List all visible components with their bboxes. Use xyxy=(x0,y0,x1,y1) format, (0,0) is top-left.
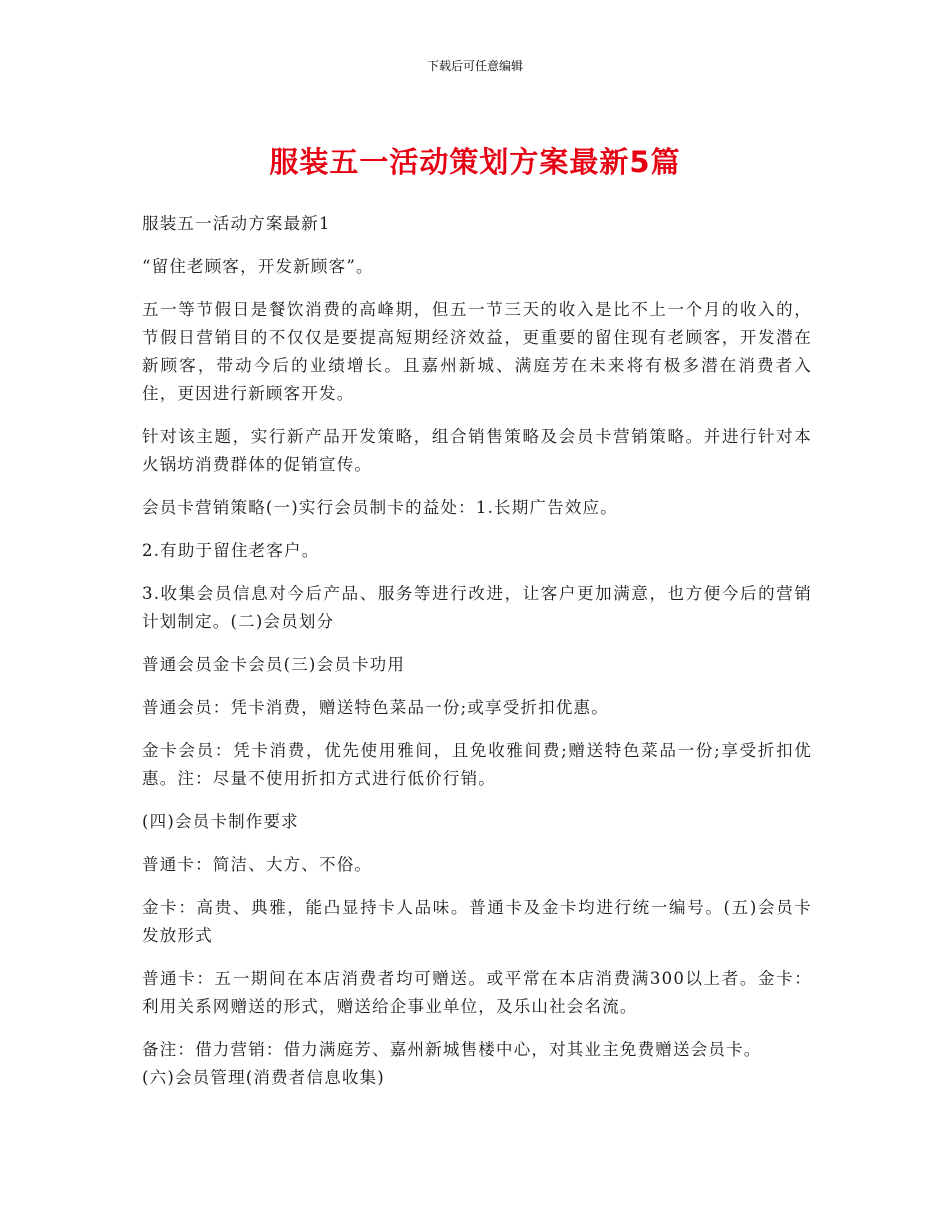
paragraph-collect-info: 3.收集会员信息对今后产品、服务等进行改进，让客户更加满意，也方便今后的营销计划制定。(二)会员划分 xyxy=(142,584,812,631)
paragraph-regular-member: 普通会员：凭卡消费，赠送特色菜品一份;或享受折扣优惠。 xyxy=(142,698,609,717)
paragraph-gold-member: 金卡会员：凭卡消费，优先使用雅间，且免收雅间费;赠送特色菜品一份;享受折扣优惠。注：尽量不使用折扣方式进行低价行销。 xyxy=(142,741,812,788)
paragraph-regular-card: 普通卡：简洁、大方、不俗。 xyxy=(142,855,373,874)
paragraph-section-heading: 服装五一活动方案最新1 xyxy=(142,214,331,233)
paragraph-member-management: (六)会员管理(消费者信息收集) xyxy=(142,1068,385,1087)
document-title: 服装五一活动策划方案最新5篇 xyxy=(269,145,681,179)
paragraph-member-benefits: 会员卡营销策略(一)实行会员制卡的益处：1.长期广告效应。 xyxy=(142,498,618,517)
paragraph-card-distribution: 普通卡：五一期间在本店消费者均可赠送。或平常在本店消费满300以上者。金卡：利用关系网赠送的形式，赠送给企事业单位，及乐山社会名流。 xyxy=(142,969,812,1016)
paragraph-remark: 备注：借力营销：借力满庭芳、嘉州新城售楼中心，对其业主免费赠送会员卡。 xyxy=(142,1040,762,1059)
document-body xyxy=(142,210,812,1107)
paragraph-card-requirements: (四)会员卡制作要求 xyxy=(142,812,299,831)
paragraph-theme: “留住老顾客，开发新顾客”。 xyxy=(142,257,374,276)
paragraph-gold-card: 金卡：高贵、典雅，能凸显持卡人品味。普通卡及金卡均进行统一编号。(五)会员卡发放形式 xyxy=(142,898,812,945)
paragraph-member-types: 普通会员金卡会员(三)会员卡功用 xyxy=(142,655,406,674)
paragraph-background: 五一等节假日是餐饮消费的高峰期，但五一节三天的收入是比不上一个月的收入的，节假日营销目的不仅仅是要提高短期经济效益，更重要的留住现有老顾客，开发潜在新顾客，带动今后的业绩增长。且嘉州新城、满庭芳在未来将有极多潜在消费者入住，更因进行新顾客开发。 xyxy=(142,300,812,403)
paragraph-strategy: 针对该主题，实行新产品开发策略，组合销售策略及会员卡营销策略。并进行针对本火锅坊消费群体的促销宣传。 xyxy=(142,427,812,474)
paragraph-retain-customers: 2.有助于留住老客户。 xyxy=(142,541,320,560)
header-note: 下载后可任意编辑 xyxy=(426,59,523,73)
